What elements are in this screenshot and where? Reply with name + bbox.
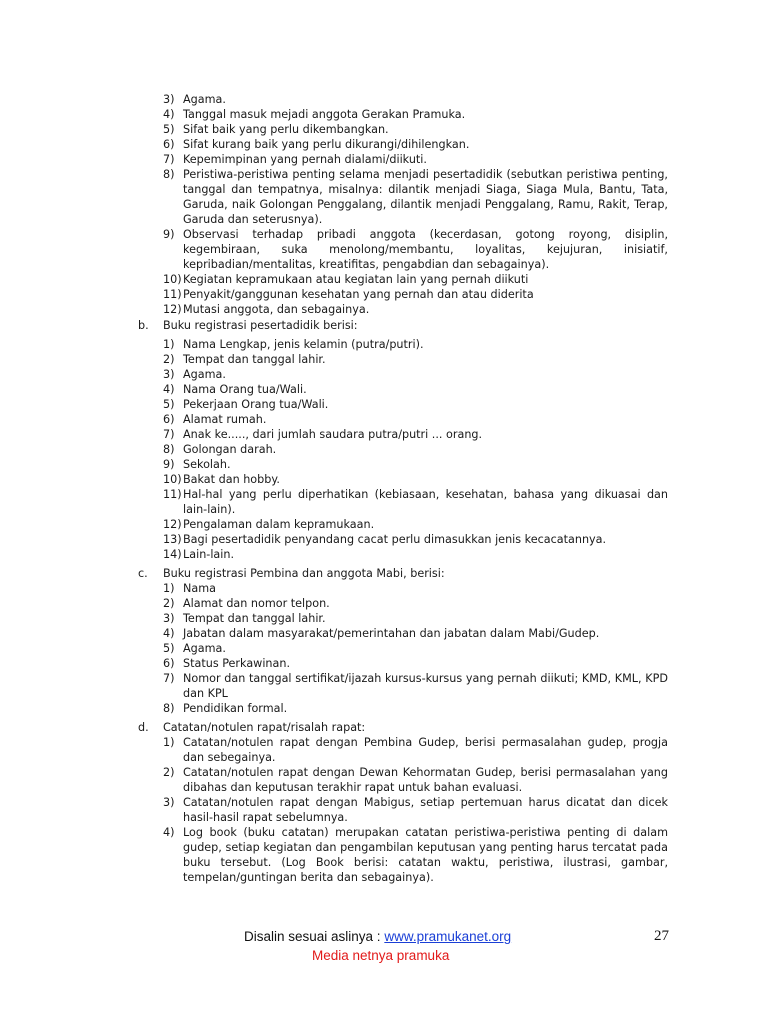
list-item-text: Observasi terhadap pribadi anggota (kecerdasan, gotong royong, disiplin, kegembiraan, suka menolong/membantu, loyalitas, kejujuran, inisiatif, kepribadian/mentalitas, kreatifitas, pengabdian dan sebagainya).: [183, 228, 668, 271]
footer-prefix: Disalin sesuai aslinya :: [244, 929, 385, 944]
list-item-text: Catatan/notulen rapat dengan Mabigus, setiap pertemuan harus dicatat dan dicek hasil-hasil rapat sebelumnya.: [183, 796, 668, 824]
list-item: [163, 442, 668, 457]
list-item: [163, 765, 668, 795]
list-item: [163, 412, 668, 427]
list-item: [163, 547, 668, 562]
list-item-text: Agama.: [183, 368, 226, 381]
list-item-number: 8): [163, 168, 175, 181]
list-item: [163, 152, 668, 167]
list-item: [163, 795, 668, 825]
list-item-text: Sifat kurang baik yang perlu dikurangi/dihilengkan.: [183, 138, 470, 151]
section-d: [138, 720, 668, 885]
list-item-number: 7): [163, 428, 175, 441]
list-item-text: Kegiatan kepramukaan atau kegiatan lain yang pernah diikuti: [183, 273, 529, 286]
list-item-number: 7): [163, 672, 175, 685]
list-item-text: Nama Orang tua/Wali.: [183, 383, 307, 396]
list-item-text: Golongan darah.: [183, 443, 277, 456]
list-item-number: 11): [163, 288, 182, 301]
list-item: [163, 92, 668, 107]
list-item-text: Agama.: [183, 93, 226, 106]
list-item-text: Sifat baik yang perlu dikembangkan.: [183, 123, 389, 136]
page-number: 27: [654, 928, 669, 944]
section-b-title: Buku registrasi pesertadidik berisi:: [163, 319, 358, 332]
list-item: [163, 626, 668, 641]
list-item-text: Hal-hal yang perlu diperhatikan (kebiasaan, kesehatan, bahasa yang dikuasai dan lain-lain).: [183, 488, 668, 516]
list-item: [163, 611, 668, 626]
section-c-heading: [138, 566, 668, 581]
section-c-letter: c.: [138, 567, 148, 580]
list-item: [163, 656, 668, 671]
list-item-text: Lain-lain.: [183, 548, 235, 561]
list-item-text: Tempat dan tanggal lahir.: [183, 612, 326, 625]
list-item-number: 2): [163, 353, 175, 366]
list-item-text: Jabatan dalam masyarakat/pemerintahan dan jabatan dalam Mabi/Gudep.: [183, 627, 600, 640]
list-item-number: 6): [163, 138, 175, 151]
list-item-number: 1): [163, 338, 175, 351]
list-item: [163, 137, 668, 152]
section-d-heading: [138, 720, 668, 735]
list-item: [163, 272, 668, 287]
list-item: [163, 302, 668, 317]
list-item-text: Sekolah.: [183, 458, 231, 471]
list-item-number: 7): [163, 153, 175, 166]
list-item-text: Mutasi anggota, dan sebagainya.: [183, 303, 370, 316]
list-item-number: 4): [163, 627, 175, 640]
section-d-list: [163, 735, 668, 885]
section-b-list: [163, 337, 668, 562]
list-item-text: Pendidikan formal.: [183, 702, 288, 715]
list-item-number: 10): [163, 473, 182, 486]
list-item: [163, 487, 668, 517]
list-item-text: Nama: [183, 582, 216, 595]
list-item-number: 3): [163, 368, 175, 381]
list-item: [163, 227, 668, 272]
list-item-number: 3): [163, 796, 175, 809]
list-item: [163, 382, 668, 397]
list-item-number: 3): [163, 612, 175, 625]
top-numbered-list: [163, 92, 668, 317]
list-item: [163, 397, 668, 412]
list-item-number: 6): [163, 413, 175, 426]
list-item-text: Tanggal masuk mejadi anggota Gerakan Pramuka.: [183, 108, 466, 121]
section-b: [138, 318, 668, 562]
list-item-number: 10): [163, 273, 182, 286]
list-item-number: 4): [163, 108, 175, 121]
list-item-text: Tempat dan tanggal lahir.: [183, 353, 326, 366]
section-d-letter: d.: [138, 721, 149, 734]
section-b-heading: [138, 318, 668, 333]
list-item: [163, 701, 668, 716]
list-item-number: 12): [163, 518, 182, 531]
list-item-number: 3): [163, 93, 175, 106]
list-item-number: 4): [163, 826, 175, 839]
list-item: [163, 517, 668, 532]
list-item-text: Alamat rumah.: [183, 413, 267, 426]
list-item-text: Bagi pesertadidik penyandang cacat perlu dimasukkan jenis kecacatannya.: [183, 533, 607, 546]
list-item-number: 12): [163, 303, 182, 316]
list-item: [163, 457, 668, 472]
list-item: [163, 472, 668, 487]
list-item: [163, 287, 668, 302]
list-item-text: Penyakit/ganggunan kesehatan yang pernah dan atau diderita: [183, 288, 534, 301]
list-item-number: 8): [163, 443, 175, 456]
list-item: [163, 596, 668, 611]
list-item-text: Nomor dan tanggal sertifikat/ijazah kursus-kursus yang pernah diikuti; KMD, KML, KPD dan KPL: [183, 672, 668, 700]
list-item-text: Nama Lengkap, jenis kelamin (putra/putri).: [183, 338, 424, 351]
list-item-number: 14): [163, 548, 182, 561]
section-c-title: Buku registrasi Pembina dan anggota Mabi, berisi:: [163, 567, 445, 580]
list-item-text: Catatan/notulen rapat dengan Pembina Gudep, berisi permasalahan gudep, progja dan sebegainya.: [183, 736, 668, 764]
list-item-number: 13): [163, 533, 182, 546]
list-item-text: Bakat dan hobby.: [183, 473, 280, 486]
list-item-text: Catatan/notulen rapat dengan Dewan Kehormatan Gudep, berisi permasalahan yang dibahas dan keputusan terakhir rapat untuk bahan evaluasi.: [183, 766, 668, 794]
list-item: [163, 671, 668, 701]
list-item: [163, 167, 668, 227]
list-item-number: 6): [163, 657, 175, 670]
list-item-number: 2): [163, 597, 175, 610]
list-item-number: 2): [163, 766, 175, 779]
list-item: [163, 427, 668, 442]
list-item: [163, 337, 668, 352]
section-c-list: [163, 581, 668, 716]
list-item: [163, 107, 668, 122]
footer-tagline: Media netnya pramuka: [312, 948, 450, 963]
list-item: [163, 122, 668, 137]
section-c: [138, 566, 668, 716]
list-item: [163, 352, 668, 367]
list-item: [163, 581, 668, 596]
section-b-letter: b.: [138, 319, 149, 332]
list-item-number: 4): [163, 383, 175, 396]
list-item-number: 1): [163, 582, 175, 595]
footer-source: [244, 929, 511, 944]
list-item-number: 9): [163, 228, 175, 241]
list-item: [163, 532, 668, 547]
list-item: [163, 735, 668, 765]
list-item-text: Alamat dan nomor telpon.: [183, 597, 330, 610]
list-item: [163, 367, 668, 382]
list-item-text: Anak ke....., dari jumlah saudara putra/putri ... orang.: [183, 428, 483, 441]
list-item-text: Pekerjaan Orang tua/Wali.: [183, 398, 329, 411]
section-d-title: Catatan/notulen rapat/risalah rapat:: [163, 721, 366, 734]
list-item-text: Kepemimpinan yang pernah dialami/diikuti.: [183, 153, 427, 166]
list-item-number: 5): [163, 123, 175, 136]
list-item-text: Peristiwa-peristiwa penting selama menjadi pesertadidik (sebutkan peristiwa penting, tanggal dan tempatnya, misalnya: dilantik menjadi Siaga, Siaga Mula, Bantu, Tata, Garuda, naik Golongan Penggalang, dilantik menjadi Penggalang, Ramu, Rakit, Terap, Garuda dan seterusnya).: [183, 168, 668, 226]
list-item-number: 8): [163, 702, 175, 715]
list-item-number: 11): [163, 488, 182, 501]
list-item-number: 5): [163, 642, 175, 655]
list-item-number: 1): [163, 736, 175, 749]
list-item-number: 5): [163, 398, 175, 411]
list-item-text: Pengalaman dalam kepramukaan.: [183, 518, 375, 531]
list-item-text: Status Perkawinan.: [183, 657, 291, 670]
list-item: [163, 825, 668, 885]
list-item-text: Log book (buku catatan) merupakan catatan peristiwa-peristiwa penting di dalam gudep, setiap kegiatan dan pengambilan keputusan yang penting harus tercatat pada buku tersebut. (Log Book berisi: catatan waktu, peristiwa, ilustrasi, gambar, tempelan/guntingan berita dan sebagainya).: [183, 826, 668, 884]
list-item: [163, 641, 668, 656]
footer-link[interactable]: www.pramukanet.org: [384, 929, 512, 944]
list-item-text: Agama.: [183, 642, 226, 655]
list-item-number: 9): [163, 458, 175, 471]
